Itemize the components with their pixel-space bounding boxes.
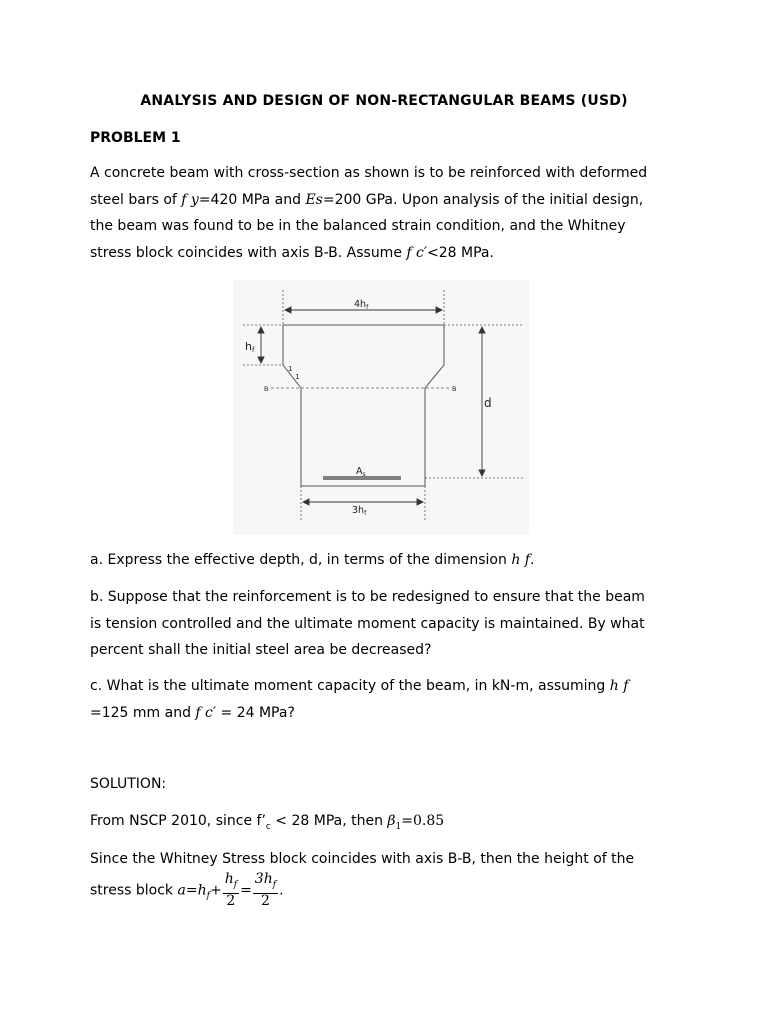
figure-labels — [245, 299, 492, 517]
label-bottom-width: $3h_f$ — [352, 505, 367, 517]
beam-cross-section-diagram — [233, 280, 529, 535]
question-b: b. Suppose that the reinforcement is to be redesigned to ensure that the beam is tension controlled and the ultimate moment capacity is maintained. By what percent shall the initial steel area be decreased? — [90, 589, 645, 658]
beam-outline — [283, 325, 444, 486]
label-axis-b-right: B — [452, 385, 457, 393]
es-symbol: Es — [305, 191, 323, 208]
beta-value: =0.85 — [401, 813, 445, 829]
fc-symbol: f c′ — [406, 244, 428, 261]
label-slope-1b: 1 — [295, 373, 300, 381]
problem-heading: PROBLEM 1 — [90, 130, 181, 146]
document-title: ANALYSIS AND DESIGN OF NON-RECTANGULAR BEAMS (USD) — [140, 93, 628, 109]
fraction-hf-over-2: $\frac{h_f}{2}$ — [224, 871, 238, 909]
fraction-3hf-over-2: $\frac{3h_f}{2}$ — [254, 871, 277, 909]
question-c: c. What is the ultimate moment capacity of the beam, in kN-m, assuming h f =125 mm and f c′ = 24 MPa? — [90, 678, 629, 721]
intro-line-2: steel bars of f y=420 MPa and Es=200 GPa. Upon analysis of the initial design, — [90, 191, 644, 208]
hf-symbol: h f — [609, 678, 629, 694]
label-effective-depth: d — [484, 396, 492, 410]
intro-line-1: A concrete beam with cross-section as shown is to be reinforced with deformed — [90, 165, 648, 181]
fy-symbol: f y — [181, 191, 199, 208]
label-flange-height: hf — [245, 340, 255, 354]
solution-nscp-line: From NSCP 2010, since $f’_c < 28$ MPa, then $\beta_1=0.85$ — [90, 813, 445, 832]
intro-line-3: the beam was found to be in the balanced strain condition, and the Whitney — [90, 218, 626, 234]
hf-symbol: h f — [511, 552, 530, 568]
question-a: a. Express the effective depth, d, in terms of the dimension h f. — [90, 552, 535, 568]
solution-whitney-line: Since the Whitney Stress block coincides with axis B-B, then the height of the — [90, 851, 635, 867]
stress-block-equation: stress block $a=h_f+$ $\frac{h_f}{2}$ = $\frac{3h_f}{2}$ . — [90, 871, 284, 909]
intro-line-4: stress block coincides with axis B-B. Assume f c′<28 MPa. — [90, 244, 494, 261]
dimension-arrows — [258, 307, 485, 505]
solution-heading: SOLUTION: — [90, 776, 167, 792]
beta-symbol: β — [387, 813, 396, 829]
label-top-width: $4h_f$ — [354, 299, 369, 311]
label-slope-1a: 1 — [288, 365, 293, 373]
fc-symbol: f c′ — [195, 704, 217, 721]
label-steel-area: $A_s$ — [356, 466, 366, 478]
beam-cross-section-figure — [233, 280, 529, 535]
label-axis-b-left: B — [264, 385, 269, 393]
problem-statement — [90, 160, 690, 266]
